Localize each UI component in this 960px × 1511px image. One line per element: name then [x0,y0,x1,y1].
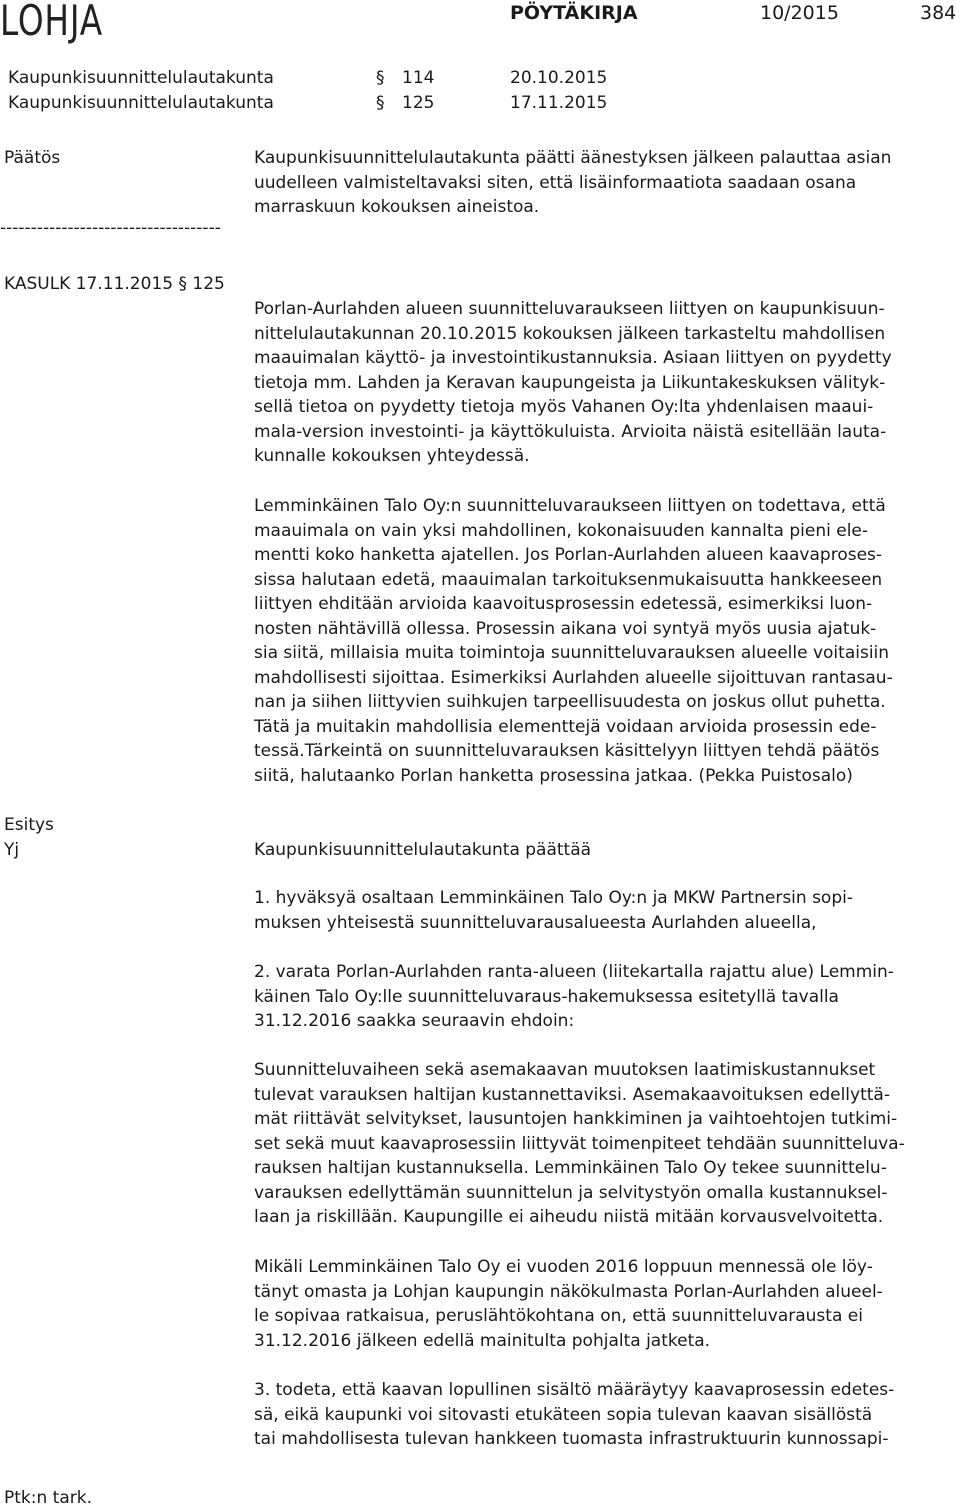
text-line: liittyen ehditään arvioida kaavoitusprosessin edetessä, esimerkiksi luon- [254,594,873,614]
text-line: sellä tietoa on pyydetty tietoja myös Vahanen Oy:lta yhdenlaisen maaui- [254,397,874,417]
paragraph [254,494,954,788]
text-line: Kaupunkisuunnittelulautakunta päättää [254,840,592,860]
document-type: PÖYTÄKIRJA [510,2,638,24]
text-line: tänyt omasta ja Lohjan kaupungin näkökulmasta Porlan-Aurlahden alueel- [254,1281,883,1302]
text-line: muksen yhteisestä suunnitteluvarausalueesta Aurlahden alueella, [254,912,817,933]
text-line: maauimala on vain yksi mahdollinen, kokonaisuuden kannalta pieni ele- [254,520,869,541]
text-line: Porlan-Aurlahden alueen suunnitteluvaraukseen liittyen on kaupunkisuun- [254,299,885,319]
text-line: nan ja siihen liittyvien suihkujen tarpeellisuudesta on joskus ollut puhetta. [254,692,886,712]
text-line: 31.12.2016 jälkeen edellä mainitulta pohjalta jatketa. [254,1330,711,1351]
text-line: varauksen edellyttämän suunnittelun ja selvitystyön omalla kustannuksel- [254,1182,888,1203]
text-line: 1. hyväksyä osaltaan Lemminkäinen Talo Oy:n ja MKW Partnersin sopi- [254,888,853,908]
text-line: 3. todeta, että kaavan lopullinen sisältö määräytyy kaavaprosessin edetes- [254,1380,895,1400]
text-line: nosten nähtävillä ollessa. Prosessin aikana voi syntyä myös uusia ajatuk- [254,618,877,639]
section-symbol: § [178,274,187,294]
reference-body: Kaupunkisuunnittelulautakunta [8,68,274,88]
proposal-condition-2 [254,1255,954,1353]
text-line: 2. varata Porlan-Aurlahden ranta-alueen (liitekartalla rajattu alue) Lemmin- [254,962,894,982]
text-line: Tätä ja muitakin mahdollisia elementtejä voidaan arvioida prosessin ede- [254,716,877,737]
text-line: mahdollisesti sijoittaa. Esimerkiksi Aurlahden alueelle sijoittuvan rantasau- [254,667,893,688]
text-line: maauimalan käyttö- ja investointikustannuksia. Asiaan liittyen on pyydetty [254,348,892,368]
text-line: uudelleen valmisteltavaksi siten, että lisäinformaatiota saadaan osana [254,172,857,193]
section-symbol: § [376,68,385,88]
page-number: 384 [920,2,957,24]
proposal-intro [254,838,954,863]
meeting-heading [4,272,225,297]
text-line: siitä, halutaanko Porlan hanketta prosessina jatkaa. (Pekka Puistosalo) [254,765,853,786]
proposal-item-2 [254,960,954,1034]
meeting-heading-number: 125 [192,274,225,294]
text-line: le sopivaa ratkaisua, peruslähtökohtana on, että suunnitteluvarausta ei [254,1306,863,1326]
text-line: mentti koko hanketta ajatellen. Jos Porlan-Aurlahden alueen kaavaproses- [254,545,883,565]
decision-label: Päätös [4,148,61,168]
text-line: 31.12.2016 saakka seuraavin ehdoin: [254,1011,575,1031]
text-line: käinen Talo Oy:lle suunnitteluvaraus-hakemuksessa esitetyllä tavalla [254,986,839,1007]
reference-date: 17.11.2015 [510,93,608,113]
document-number: 10/2015 [760,2,839,24]
text-line: tessä.Tärkeintä on suunnitteluvarauksen käsittelyyn liittyen tehdä päätös [254,741,880,761]
reference-date: 20.10.2015 [510,68,608,88]
reference-number: 114 [402,68,435,88]
text-line: Suunnitteluvaiheen sekä asemakaavan muutoksen laatimiskustannukset [254,1060,876,1080]
text-line: tietoja mm. Lahden ja Keravan kaupungeista ja Liikuntakeskuksen välityk- [254,372,886,393]
text-line: sissa halutaan edetä, maauimalan tarkoituksenmukaisuutta hankkeeseen [254,569,883,590]
text-line: Kaupunkisuunnittelulautakunta päätti äänestyksen jälkeen palauttaa asian [254,148,892,168]
text-line: sä, eikä kaupunki voi sitovasti etukäteen sopia tulevan kaavan sisällöstä [254,1404,873,1425]
text-line: mala-version investointi- ja käyttökuluista. Arvioita näistä esitellään lauta- [254,421,887,442]
text-line: sia siitä, millaisia muita toimintoja suunnitteluvarauksen alueelle voitaisiin [254,643,890,663]
text-line: set sekä muut kaavaprosessiin liittyvät toimenpiteet tehdään suunnitteluva- [254,1133,905,1154]
proposal-item-1 [254,886,954,935]
separator-line: ------------------------------------ [0,218,221,238]
text-line: rauksen haltijan kustannuksella. Lemminkäinen Talo Oy tekee suunnittelu- [254,1158,887,1178]
reference-body: Kaupunkisuunnittelulautakunta [8,93,274,113]
text-line: mät riittävät selvitykset, lausuntojen hankkiminen ja vaihtoehtojen tutkimi- [254,1109,898,1129]
text-line: tulevat varauksen haltijan kustannettaviksi. Asemakaavoituksen edellyttä- [254,1084,890,1105]
decision-text [254,146,954,220]
paragraph [254,297,954,469]
text-line: kunnalle kokouksen yhteydessä. [254,446,530,466]
proposal-item-3 [254,1378,954,1452]
footer-label: Ptk:n tark. [4,1488,92,1508]
section-symbol: § [376,93,385,113]
text-line: Mikäli Lemminkäinen Talo Oy ei vuoden 2016 loppuun mennessä ole löy- [254,1257,873,1277]
proposal-label: Esitys [4,815,54,835]
municipality-logo: LOHJA [0,0,103,45]
text-line: Lemminkäinen Talo Oy:n suunnitteluvaraukseen liittyen on todettava, että [254,496,886,516]
reference-number: 125 [402,93,435,113]
text-line: tai mahdollisesta tulevan hankkeen tuomasta infrastruktuurin kunnossapi- [254,1429,889,1449]
text-line: nittelulautakunnan 20.10.2015 kokouksen jälkeen tarkasteltu mahdollisen [254,323,886,344]
proposal-condition-1 [254,1058,954,1230]
proposer-label: Yj [4,840,20,860]
meeting-heading-prefix: KASULK 17.11.2015 [4,274,174,294]
text-line: laan ja riskillään. Kaupungille ei aiheudu niistä mitään korvausvelvoitetta. [254,1207,884,1227]
text-line: marraskuun kokouksen aineistoa. [254,197,540,217]
